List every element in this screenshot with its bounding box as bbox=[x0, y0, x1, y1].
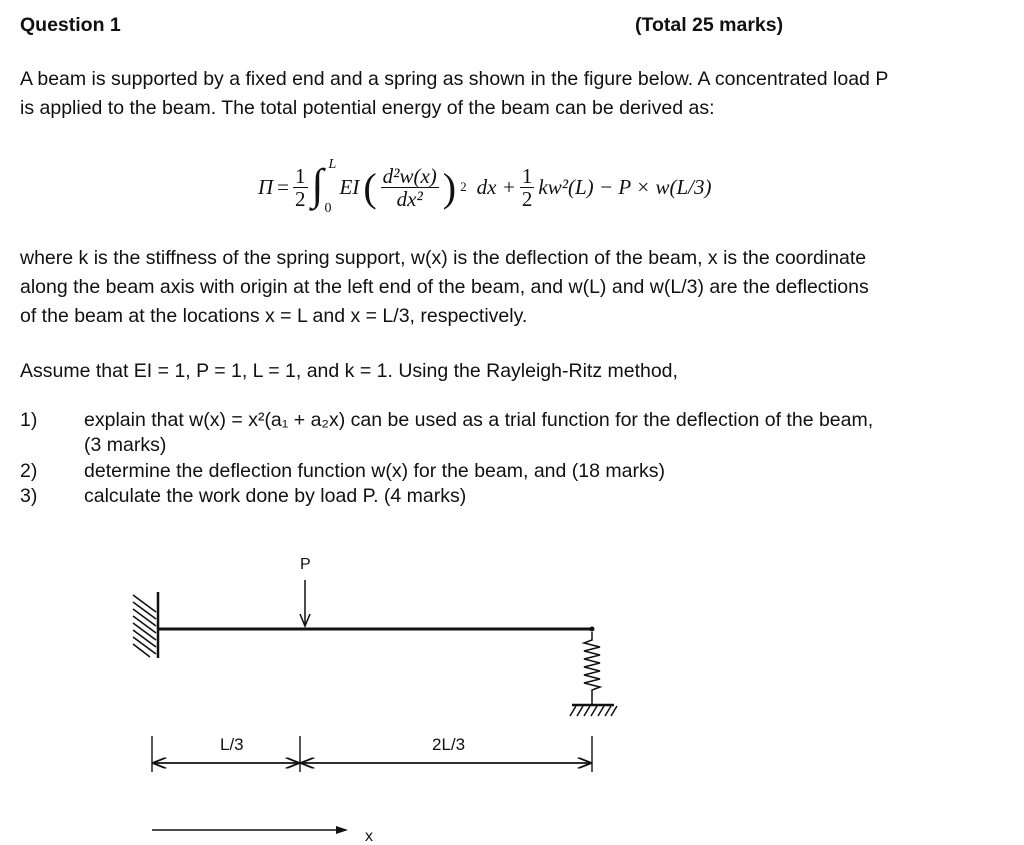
beam-figure bbox=[0, 540, 1024, 845]
eq-half: $\frac{1}{2}$ bbox=[295, 163, 306, 211]
item-1-text: explain that w(x) = x²(a₁ + a₂x) can be used as a trial function for the deflection of the beam, bbox=[84, 409, 874, 431]
eq-integral: ∫ L 0 bbox=[311, 157, 337, 216]
spring-support bbox=[570, 627, 617, 717]
fixed-support bbox=[133, 592, 158, 658]
dimension-lines bbox=[152, 736, 592, 772]
eq-power: 2 bbox=[460, 179, 467, 194]
x-axis-arrow bbox=[152, 826, 348, 834]
x-axis-label: x bbox=[365, 828, 373, 845]
potential-energy-equation: Π = $\frac{1}{2}$ ∫ L 0 EI ( $\frac{\text{d²w(x)}}{\text{dx²}}$ ) 2 dx + $\frac{1}{2}$ kw²(L) − P × w(L/3) bbox=[258, 157, 712, 216]
intro-line-2: is applied to the beam. The total potential energy of the beam can be derived as: bbox=[20, 97, 715, 119]
item-2-text: determine the deflection function w(x) for the beam, and (18 marks) bbox=[84, 460, 665, 482]
dimension-label-2l3: 2L/3 bbox=[432, 735, 466, 754]
item-3-text: calculate the work done by load P. (4 marks) bbox=[84, 485, 467, 507]
eq-spring-term: kw²(L) − P × w(L/3) bbox=[538, 174, 712, 199]
load-label: P bbox=[300, 556, 311, 573]
total-marks: (Total 25 marks) bbox=[635, 14, 784, 36]
item-1-number: 1) bbox=[20, 409, 38, 431]
load-arrow bbox=[300, 580, 310, 626]
assume-text: Assume that EI = 1, P = 1, L = 1, and k = 1. Using the Rayleigh-Ritz method, bbox=[20, 360, 678, 382]
dimension-label-l3: L/3 bbox=[220, 735, 244, 754]
eq-ei: EI bbox=[339, 174, 360, 199]
intro-line-1: A beam is supported by a fixed end and a spring as shown in the figure below. A concentrated load P bbox=[20, 68, 889, 90]
eq-pi: Π bbox=[258, 174, 274, 199]
eq-dx: dx + bbox=[476, 174, 516, 199]
question-title: Question 1 bbox=[20, 14, 121, 36]
where-line-2: along the beam axis with origin at the left end of the beam, and w(L) and w(L/3) are the deflections bbox=[20, 276, 869, 298]
where-line-3: of the beam at the locations x = L and x = L/3, respectively. bbox=[20, 305, 528, 327]
item-2-number: 2) bbox=[20, 460, 38, 482]
eq-half-2: $\frac{1}{2}$ bbox=[521, 163, 533, 211]
item-3-number: 3) bbox=[20, 485, 38, 507]
where-line-1: where k is the stiffness of the spring support, w(x) is the deflection of the beam, x is the coordinate bbox=[20, 247, 867, 269]
item-1-marks: (3 marks) bbox=[84, 434, 167, 456]
eq-derivative: $\frac{\text{d²w(x)}}{\text{dx²}}$ bbox=[382, 163, 437, 211]
